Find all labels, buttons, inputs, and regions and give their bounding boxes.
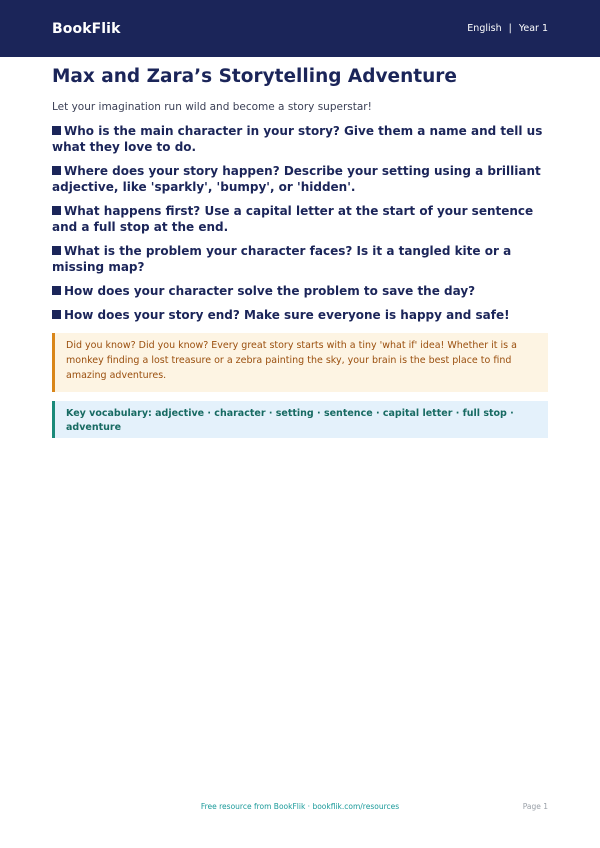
year-label: Year 1 [518,23,548,34]
list-item [52,243,548,275]
page-footer [52,802,548,811]
footer-credit-link[interactable]: Free resource from BookFlik · bookflik.com/resources [200,802,400,811]
question-text: How does your character solve the problem to save the day? [64,284,476,298]
square-bullet-icon [52,310,61,319]
square-bullet-icon [52,246,61,255]
meta-separator: | [508,23,512,34]
subject-meta [467,23,548,34]
square-bullet-icon [52,166,61,175]
did-you-know-box: Did you know? Did you know? Every great story starts with a tiny 'what if' idea! Whether it is a monkey finding a lost treasure or a zebra painting the sky, your brain is the best place to find amazing adventures. [52,333,548,392]
brand-logo[interactable]: BookFlik [52,20,121,37]
intro-text: Let your imagination run wild and become a story superstar! [52,101,372,113]
key-vocabulary-box: Key vocabulary: adjective · character · setting · sentence · capital letter · full stop · adventure [52,401,548,438]
top-bar [0,0,600,57]
list-item [52,283,548,299]
page-title: Max and Zara’s Storytelling Adventure [52,66,457,87]
page-number: Page 1 [522,802,548,811]
square-bullet-icon [52,286,61,295]
list-item [52,123,548,155]
question-text: What happens first? Use a capital letter at the start of your sentence and a full stop at the end. [52,204,534,234]
list-item [52,203,548,235]
question-text: How does your story end? Make sure everyone is happy and safe! [64,308,510,322]
question-text: What is the problem your character faces? Is it a tangled kite or a missing map? [52,244,512,274]
worksheet-content [0,66,600,438]
question-text: Where does your story happen? Describe your setting using a brilliant adjective, like 'sparkly', 'bumpy', or 'hidden'. [52,164,541,194]
question-text: Who is the main character in your story? Give them a name and tell us what they love to do. [52,124,543,154]
square-bullet-icon [52,126,61,135]
list-item [52,163,548,195]
subject-label: English [467,23,502,34]
list-item [52,307,548,323]
question-list [52,123,548,323]
square-bullet-icon [52,206,61,215]
